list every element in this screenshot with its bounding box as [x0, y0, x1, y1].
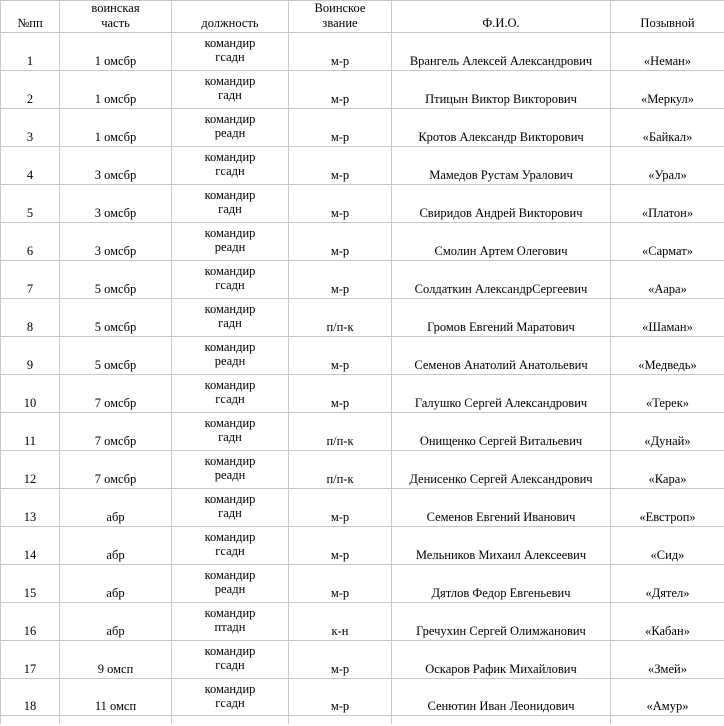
cell-num[interactable]: 14	[1, 527, 60, 565]
cell-callsign[interactable]: «Платон»	[611, 185, 724, 223]
cell-unit[interactable]: абр	[60, 565, 172, 603]
cell-name[interactable]: Дятлов Федор Евгеньевич	[392, 565, 611, 603]
cell-unit[interactable]: 7 омсбр	[60, 375, 172, 413]
table-row	[1, 489, 724, 527]
cell-position[interactable]: командир реадн	[172, 109, 289, 147]
cell-unit[interactable]: 5 омсбр	[60, 337, 172, 375]
cell-position[interactable]: командир гадн	[172, 185, 289, 223]
table-row	[1, 71, 724, 109]
cell-callsign[interactable]: «Байкал»	[611, 109, 724, 147]
table-row	[1, 527, 724, 565]
cell-callsign[interactable]: «Змей»	[611, 641, 724, 679]
cell-name[interactable]: Птицын Виктор Викторович	[392, 71, 611, 109]
table-row	[1, 109, 724, 147]
cell-callsign[interactable]: «Евстроп»	[611, 489, 724, 527]
cell-unit[interactable]: 3 омсбр	[60, 185, 172, 223]
cell-name[interactable]: Смолин Артем Олегович	[392, 223, 611, 261]
cell-callsign[interactable]: «Дунай»	[611, 413, 724, 451]
cell-callsign[interactable]: «Кара»	[611, 451, 724, 489]
cell-num[interactable]: 15	[1, 565, 60, 603]
cell-callsign[interactable]: «Терек»	[611, 375, 724, 413]
cell-position[interactable]: командир реадн	[172, 451, 289, 489]
cell-position[interactable]: командир гадн	[172, 71, 289, 109]
cell-name[interactable]: Врангель Алексей Александрович	[392, 33, 611, 71]
table-row	[1, 223, 724, 261]
empty-cell[interactable]	[1, 716, 60, 725]
cell-rank[interactable]: м-р	[289, 375, 392, 413]
table-row	[1, 337, 724, 375]
empty-cell[interactable]	[392, 716, 611, 725]
empty-cell[interactable]	[172, 716, 289, 725]
cell-num[interactable]: 6	[1, 223, 60, 261]
cell-num[interactable]: 17	[1, 641, 60, 679]
cell-position[interactable]: командир гсадн	[172, 147, 289, 185]
cell-unit[interactable]: 7 омсбр	[60, 413, 172, 451]
table-row	[1, 565, 724, 603]
cell-rank[interactable]: м-р	[289, 337, 392, 375]
table-row	[1, 603, 724, 641]
cell-rank[interactable]: м-р	[289, 261, 392, 299]
header-num[interactable]: №пп	[1, 1, 60, 33]
cell-rank[interactable]: к-н	[289, 603, 392, 641]
cell-callsign[interactable]: «Урал»	[611, 147, 724, 185]
table-row-empty	[1, 716, 724, 725]
cell-position[interactable]: командир гадн	[172, 299, 289, 337]
cell-position[interactable]: командир реадн	[172, 565, 289, 603]
cell-num[interactable]: 12	[1, 451, 60, 489]
cell-rank[interactable]: м-р	[289, 185, 392, 223]
header-rank[interactable]: Воинское звание	[289, 1, 392, 33]
cell-name[interactable]: Денисенко Сергей Александрович	[392, 451, 611, 489]
cell-num[interactable]: 3	[1, 109, 60, 147]
cell-name[interactable]: Семенов Анатолий Анатольевич	[392, 337, 611, 375]
table-row	[1, 679, 724, 716]
cell-num[interactable]: 7	[1, 261, 60, 299]
cell-rank[interactable]: м-р	[289, 147, 392, 185]
cell-num[interactable]: 10	[1, 375, 60, 413]
cell-num[interactable]: 4	[1, 147, 60, 185]
table-row	[1, 375, 724, 413]
table-row	[1, 299, 724, 337]
cell-position[interactable]: командир гсадн	[172, 641, 289, 679]
cell-rank[interactable]: м-р	[289, 679, 392, 716]
cell-unit[interactable]: 5 омсбр	[60, 299, 172, 337]
cell-name[interactable]: Мельников Михаил Алексеевич	[392, 527, 611, 565]
cell-rank[interactable]: м-р	[289, 71, 392, 109]
header-callsign[interactable]: Позывной	[611, 1, 724, 33]
cell-unit[interactable]: 1 омсбр	[60, 33, 172, 71]
table-row	[1, 413, 724, 451]
table-row	[1, 33, 724, 71]
header-unit[interactable]: воинская часть	[60, 1, 172, 33]
cell-position[interactable]: командир гсадн	[172, 527, 289, 565]
cell-unit[interactable]: 1 омсбр	[60, 109, 172, 147]
cell-position[interactable]: командир гсадн	[172, 261, 289, 299]
empty-cell[interactable]	[611, 716, 724, 725]
cell-name[interactable]: Оскаров Рафик Михайлович	[392, 641, 611, 679]
cell-rank[interactable]: м-р	[289, 223, 392, 261]
cell-position[interactable]: командир птадн	[172, 603, 289, 641]
cell-callsign[interactable]: «Неман»	[611, 33, 724, 71]
cell-callsign[interactable]: «Сид»	[611, 527, 724, 565]
cell-name[interactable]: Громов Евгений Маратович	[392, 299, 611, 337]
cell-num[interactable]: 11	[1, 413, 60, 451]
cell-rank[interactable]: м-р	[289, 641, 392, 679]
empty-cell[interactable]	[60, 716, 172, 725]
cell-num[interactable]: 16	[1, 603, 60, 641]
cell-name[interactable]: Мамедов Рустам Уралович	[392, 147, 611, 185]
cell-name[interactable]: Солдаткин АлександрСергеевич	[392, 261, 611, 299]
empty-cell[interactable]	[289, 716, 392, 725]
cell-name[interactable]: Галушко Сергей Александрович	[392, 375, 611, 413]
cell-unit[interactable]: 1 омсбр	[60, 71, 172, 109]
cell-name[interactable]: Кротов Александр Викторович	[392, 109, 611, 147]
cell-rank[interactable]: м-р	[289, 565, 392, 603]
cell-rank[interactable]: м-р	[289, 527, 392, 565]
cell-name[interactable]: Гречухин Сергей Олимжанович	[392, 603, 611, 641]
cell-num[interactable]: 13	[1, 489, 60, 527]
cell-num[interactable]: 9	[1, 337, 60, 375]
cell-position[interactable]: командир реадн	[172, 223, 289, 261]
cell-position[interactable]: командир гадн	[172, 489, 289, 527]
cell-rank[interactable]: м-р	[289, 33, 392, 71]
cell-callsign[interactable]: «Амур»	[611, 679, 724, 716]
cell-unit[interactable]: 9 омсп	[60, 641, 172, 679]
cell-position[interactable]: командир гадн	[172, 413, 289, 451]
cell-callsign[interactable]: «Медведь»	[611, 337, 724, 375]
cell-num[interactable]: 5	[1, 185, 60, 223]
cell-position[interactable]: командир гсадн	[172, 33, 289, 71]
cell-unit[interactable]: абр	[60, 603, 172, 641]
cell-callsign[interactable]: «Аара»	[611, 261, 724, 299]
table-body	[1, 33, 724, 725]
cell-rank[interactable]: п/п-к	[289, 299, 392, 337]
cell-name[interactable]: Свиридов Андрей Викторович	[392, 185, 611, 223]
cell-rank[interactable]: п/п-к	[289, 451, 392, 489]
table-row	[1, 147, 724, 185]
cell-name[interactable]: Сенютин Иван Леонидович	[392, 679, 611, 716]
cell-unit[interactable]: абр	[60, 489, 172, 527]
table-row	[1, 641, 724, 679]
table-row	[1, 451, 724, 489]
cell-name[interactable]: Семенов Евгений Иванович	[392, 489, 611, 527]
cell-unit[interactable]: 3 омсбр	[60, 147, 172, 185]
cell-unit[interactable]: абр	[60, 527, 172, 565]
table-row	[1, 185, 724, 223]
cell-name[interactable]: Онищенко Сергей Витальевич	[392, 413, 611, 451]
cell-unit[interactable]: 3 омсбр	[60, 223, 172, 261]
cell-callsign[interactable]: «Меркул»	[611, 71, 724, 109]
header-position[interactable]: должность	[172, 1, 289, 33]
cell-unit[interactable]: 11 омсп	[60, 679, 172, 716]
cell-position[interactable]: командир гсадн	[172, 679, 289, 716]
cell-callsign[interactable]: «Дятел»	[611, 565, 724, 603]
cell-callsign[interactable]: «Сармат»	[611, 223, 724, 261]
table-row	[1, 261, 724, 299]
cell-num[interactable]: 18	[1, 679, 60, 716]
cell-unit[interactable]: 5 омсбр	[60, 261, 172, 299]
cell-position[interactable]: командир гсадн	[172, 375, 289, 413]
cell-callsign[interactable]: «Кабан»	[611, 603, 724, 641]
cell-position[interactable]: командир реадн	[172, 337, 289, 375]
header-name[interactable]: Ф.И.О.	[392, 1, 611, 33]
cell-unit[interactable]: 7 омсбр	[60, 451, 172, 489]
cell-num[interactable]: 2	[1, 71, 60, 109]
cell-rank[interactable]: п/п-к	[289, 413, 392, 451]
cell-callsign[interactable]: «Шаман»	[611, 299, 724, 337]
cell-rank[interactable]: м-р	[289, 489, 392, 527]
cell-rank[interactable]: м-р	[289, 109, 392, 147]
cell-num[interactable]: 8	[1, 299, 60, 337]
cell-num[interactable]: 1	[1, 33, 60, 71]
header-row	[1, 1, 724, 33]
